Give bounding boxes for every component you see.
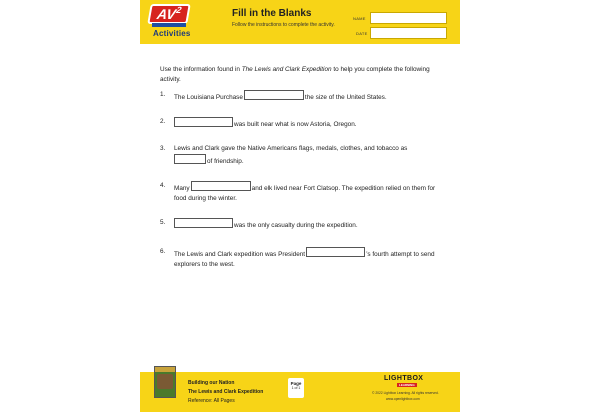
page-indicator — [288, 378, 304, 398]
question-number: 2. — [160, 118, 166, 125]
copyright-text: © 2022 Lightbox Learning. All rights reserved. — [372, 391, 439, 395]
logo-strip — [152, 23, 186, 27]
name-field[interactable] — [370, 12, 447, 24]
worksheet-page — [140, 0, 460, 412]
av2-logo-badge — [147, 4, 191, 24]
book-title: The Lewis and Clark Expedition — [188, 389, 264, 395]
page-subtitle: Follow the instructions to complete the activity. — [232, 22, 335, 28]
question-text-before: Lewis and Clark gave the Native Americans flags, medals, clothes, and tobacco as — [174, 145, 408, 152]
logo-sup: 2 — [175, 5, 183, 15]
page-label: Page — [290, 381, 302, 386]
date-label: DATE — [356, 31, 368, 36]
intro-after: to help you complete the following activity. — [160, 66, 430, 83]
question-number: 6. — [160, 248, 166, 255]
activities-label: Activities — [153, 29, 191, 38]
date-field[interactable] — [370, 27, 447, 39]
worksheet-header — [140, 0, 460, 44]
question-text-after: the size of the United States. — [304, 94, 387, 101]
instructions — [160, 65, 450, 84]
question-number: 1. — [160, 91, 166, 98]
question-text-after: ’s fourth attempt to send explorers to the west. — [174, 251, 435, 268]
question-text-after: of friendship. — [207, 158, 244, 165]
answer-blank-6[interactable] — [306, 247, 365, 257]
answer-blank-4[interactable] — [191, 181, 251, 191]
question-text-before: The Louisiana Purchase — [174, 94, 243, 101]
intro-book-title: The Lewis and Clark Expedition — [241, 66, 332, 73]
answer-blank-2[interactable] — [174, 117, 233, 127]
question-text-after: was the only casualty during the expedition. — [234, 222, 358, 229]
page-number: 1 of 1 — [291, 386, 301, 390]
av2-logo — [149, 4, 201, 42]
answer-blank-5[interactable] — [174, 218, 233, 228]
name-label: NAME — [353, 16, 366, 21]
lightbox-logo: LIGHTBOX — [384, 375, 424, 382]
question-number: 4. — [160, 182, 166, 189]
page-reference: Reference: All Pages — [188, 398, 235, 404]
intro-before: Use the information found in — [160, 66, 242, 73]
question-text-after: was built near what is now Astoria, Oregon. — [234, 121, 357, 128]
series-title: Building our Nation — [188, 380, 235, 386]
question-number: 5. — [160, 219, 166, 226]
worksheet-footer — [140, 372, 460, 412]
question-number: 3. — [160, 145, 166, 152]
website-link[interactable]: www.openlightbox.com — [386, 397, 420, 401]
answer-blank-1[interactable] — [244, 90, 304, 100]
question-text-before: Many — [174, 185, 190, 192]
page-title: Fill in the Blanks — [232, 8, 312, 19]
question-text-before: The Lewis and Clark expedition was President — [174, 251, 306, 258]
answer-blank-3[interactable] — [174, 154, 206, 164]
logo-text: AV — [155, 6, 178, 22]
lightbox-tag: LEARNING — [399, 383, 415, 387]
question-text-after: and elk lived near Fort Clatsop. The expedition relied on them for food during the winter. — [174, 185, 436, 202]
book-cover-icon — [154, 366, 176, 398]
